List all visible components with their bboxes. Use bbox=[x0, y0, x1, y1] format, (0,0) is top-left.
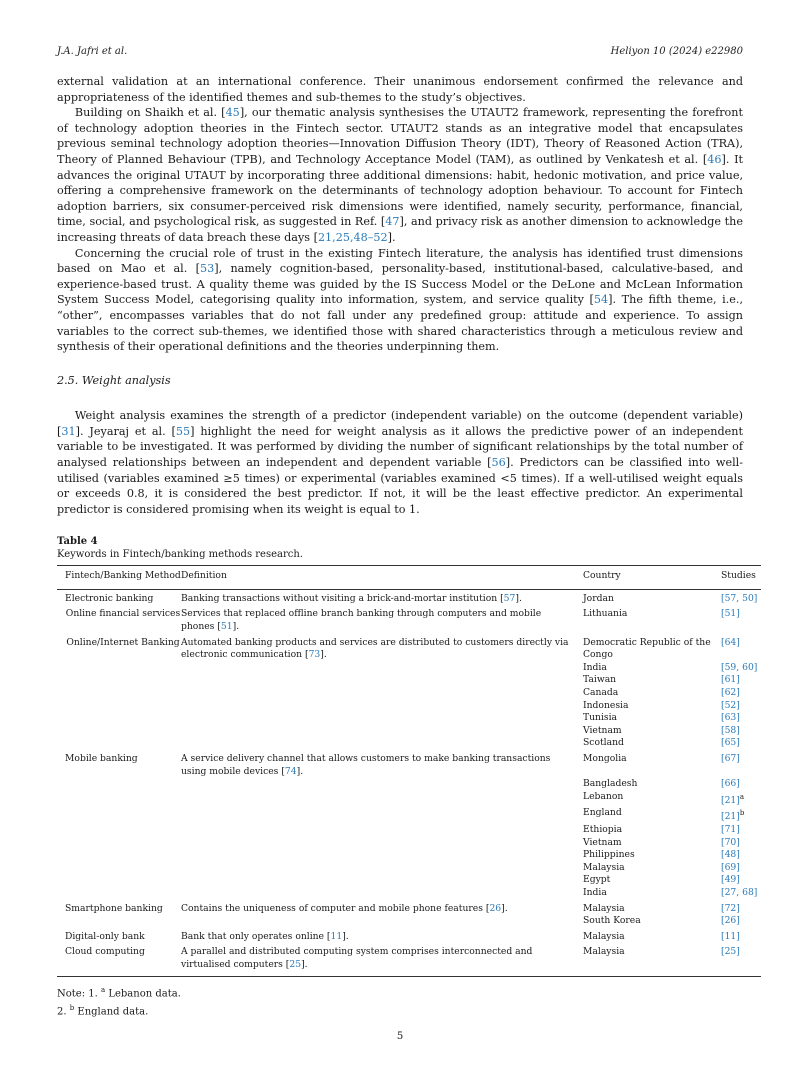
cell-studies[interactable]: [59, 60] bbox=[721, 661, 758, 673]
table-row bbox=[57, 589, 761, 605]
cell-method bbox=[57, 915, 181, 928]
cell-method bbox=[57, 887, 181, 900]
paragraph-2: Building on Shaikh et al. [45], our thematic analysis synthesises the UTAUT2 framework, representing the forefront of technology adoption theories in the Fintech sector. UTAUT2 stands as an integrative model that encapsulates previous seminal technology adoption theories—Innovation Diffusion Theory (IDT), Theory of Reasoned Action (TRA), Theory of Planned Behaviour (TPB), and Technology Acceptance Model (TAM), as outlined by Venkatesh et al. [46]. It advances the original UTAUT by incorporating three additional dimensions: habit, hedonic motivation, and price value, offering a comprehensive framework on the determinants of technology adoption behaviour. To account for Fintech adoption barriers, six consumer-perceived risk dimensions were identified, namely security, performance, financial, time, social, and psychological risk, as suggested in Ref. [47], and privacy risk as another dimension to acknowledge the increasing threats of data breach these days [21,25,48–52]. bbox=[57, 106, 743, 244]
cell-definition: Banking transactions without visiting a brick-and-mortar institution [57]. bbox=[181, 592, 522, 604]
cell-studies[interactable]: $[21]^b$ bbox=[721, 809, 745, 823]
table-row bbox=[57, 634, 761, 662]
cell-definition bbox=[181, 778, 583, 791]
table-row bbox=[57, 943, 761, 976]
cell-method bbox=[57, 849, 181, 862]
cell-method bbox=[57, 700, 181, 713]
note-1: Note: 1. $^a$ Lebanon data. bbox=[57, 985, 181, 999]
cell-studies[interactable]: [71] bbox=[721, 824, 740, 835]
cell-definition: Automated banking products and services are distributed to customers directly via electronic communication [73]. bbox=[181, 636, 569, 661]
cell-method bbox=[57, 837, 181, 850]
table-row bbox=[57, 712, 761, 725]
cell-studies[interactable]: [63] bbox=[721, 712, 740, 724]
cell-method: Cloud computing bbox=[57, 943, 181, 976]
cell-country: Bangladesh bbox=[583, 778, 638, 790]
cell-definition: Contains the uniqueness of computer and mobile phone features [26]. bbox=[181, 902, 508, 914]
cell-studies[interactable]: [49] bbox=[721, 874, 740, 886]
col-header-definition: Definition bbox=[181, 566, 583, 590]
cell-country: South Korea bbox=[583, 915, 641, 927]
cell-method bbox=[57, 778, 181, 791]
cell-country: Lebanon bbox=[583, 790, 624, 802]
citation-link[interactable]: 11 bbox=[330, 930, 343, 942]
citation-link[interactable]: 21,25,48–52 bbox=[317, 230, 388, 244]
table-notes bbox=[57, 983, 743, 1020]
cell-country: Malaysia bbox=[583, 902, 625, 914]
table-row bbox=[57, 824, 761, 837]
table-row bbox=[57, 915, 761, 928]
methods-table bbox=[57, 565, 761, 976]
cell-studies[interactable]: [67] bbox=[721, 752, 740, 764]
cell-definition: A parallel and distributed computing system comprises interconnected and virtualised computers [25]. bbox=[181, 943, 583, 976]
cell-studies[interactable]: [62] bbox=[721, 686, 740, 698]
cell-country: Malaysia bbox=[583, 943, 721, 976]
cell-country: Lithuania bbox=[583, 608, 628, 620]
cell-country: Egypt bbox=[583, 874, 611, 886]
table-label: Table 4 bbox=[57, 536, 98, 547]
cell-method: Electronic banking bbox=[65, 592, 154, 604]
paragraph-4: Weight analysis examines the strength of a predictor (independent variable) on the outcome (dependent variable) [31]. Jeyaraj et al. [55] highlight the need for weight analysis as it allows the predictive power of an independent variable to be investigated. It was performed by dividing the number of significant relationships by the total number of analysed relationships between an independent and dependent variable [56]. Predictors can be classified into well-utilised (variables examined ≥5 times) or experimental (variables examined <5 times). If a well-utilised weight equals or exceeds 0.8, it is considered the best predictor. If not, it will be the least effective predictor. An experimental predictor is considered promising when its weight is equal to 1. bbox=[57, 409, 744, 516]
cell-country: Mongolia bbox=[583, 752, 627, 764]
cell-country: India bbox=[583, 886, 607, 898]
cell-studies[interactable]: [64] bbox=[721, 636, 740, 648]
cell-definition bbox=[181, 712, 583, 725]
cell-method bbox=[57, 862, 181, 875]
table-caption: Keywords in Fintech/banking methods research. bbox=[57, 548, 303, 560]
table-row bbox=[57, 837, 761, 850]
paragraph-3: Concerning the crucial role of trust in the existing Fintech literature, the analysis has identified trust dimensions based on Mao et al. [53], namely cognition-based, personality-based, institutional-based, calculative-based, and experience-based trust. A quality theme was guided by the IS Success Model or the DeLone and McLean Information System Success Model, categorising quality into information, system, and service quality [54]. The fifth theme, i.e., “other”, encompasses variables that do not fall under any predefined group: attitude and experience. To assign variables to the correct sub-themes, we identified those with shared characteristics through a meticulous review and synthesis of their operational definitions and the theories underpinning them. bbox=[57, 246, 743, 354]
cell-definition bbox=[181, 837, 583, 850]
cell-studies[interactable]: [27, 68] bbox=[721, 886, 758, 898]
cell-method bbox=[57, 737, 181, 750]
cell-definition: A service delivery channel that allows customers to make banking transactions using mobile devices [74]. bbox=[181, 752, 551, 777]
cell-country: Vietnam bbox=[583, 836, 622, 848]
citation-link[interactable]: 74 bbox=[284, 765, 297, 777]
cell-method bbox=[57, 674, 181, 687]
cell-studies[interactable]: [69] bbox=[721, 861, 740, 873]
citation-link[interactable]: 53 bbox=[199, 262, 215, 276]
cell-method bbox=[57, 807, 181, 824]
cell-method bbox=[57, 687, 181, 700]
citation-link[interactable]: 46 bbox=[707, 152, 722, 166]
cell-definition bbox=[181, 807, 583, 824]
cell-studies[interactable]: [70] bbox=[721, 836, 740, 848]
table-row bbox=[57, 737, 761, 750]
paragraph-1: external validation at an international conference. Their unanimous endorsement confirmed the relevance and appropriateness of the identified themes and sub-themes to the study’s objectives. bbox=[57, 75, 743, 104]
table-body bbox=[57, 589, 761, 976]
cell-method bbox=[57, 824, 181, 837]
page-number: 5 bbox=[396, 1031, 404, 1042]
citation-link[interactable]: 26 bbox=[489, 902, 502, 914]
section-heading: 2.5. Weight analysis bbox=[57, 373, 171, 387]
cell-studies[interactable]: [66] bbox=[721, 778, 740, 790]
cell-studies[interactable]: [51] bbox=[721, 608, 740, 620]
cell-method bbox=[57, 725, 181, 738]
table-row bbox=[57, 700, 761, 713]
citation-link[interactable]: 51 bbox=[220, 620, 233, 632]
citation-link[interactable]: 54 bbox=[593, 293, 609, 307]
cell-studies[interactable]: [61] bbox=[721, 674, 740, 686]
cell-definition bbox=[181, 662, 583, 675]
cell-definition bbox=[181, 725, 583, 738]
cell-country: Vietnam bbox=[583, 724, 622, 736]
cell-method bbox=[57, 712, 181, 725]
cell-method bbox=[57, 791, 181, 808]
citation-link[interactable]: 57 bbox=[503, 592, 516, 604]
table-header-row bbox=[57, 566, 761, 590]
col-header-country: Country bbox=[583, 566, 721, 590]
citation-link[interactable]: 47 bbox=[385, 215, 400, 229]
cell-definition bbox=[181, 887, 583, 900]
cell-studies[interactable]: [72] bbox=[721, 902, 740, 914]
running-header-authors: J.A. Jafri et al. bbox=[57, 46, 128, 57]
cell-definition: Bank that only operates online [11]. bbox=[181, 930, 349, 942]
cell-studies[interactable]: [26] bbox=[721, 915, 740, 927]
cell-country: Malaysia bbox=[583, 930, 625, 942]
cell-studies[interactable]: [52] bbox=[721, 699, 740, 711]
table-row bbox=[57, 725, 761, 738]
cell-country: Taiwan bbox=[583, 674, 617, 686]
cell-studies[interactable]: [48] bbox=[721, 849, 740, 861]
cell-country: Ethiopia bbox=[583, 824, 623, 835]
citation-link[interactable]: 56 bbox=[491, 456, 506, 470]
cell-method: Online financial services bbox=[65, 608, 181, 620]
cell-country: Scotland bbox=[583, 737, 624, 749]
cell-studies[interactable]: [25] bbox=[721, 943, 761, 976]
cell-definition: Services that replaced offline branch banking through computers and mobile phones [51]. bbox=[181, 608, 542, 632]
cell-country: Malaysia bbox=[583, 861, 625, 873]
table-row bbox=[57, 928, 761, 944]
cell-definition bbox=[181, 849, 583, 862]
cell-method: Digital-only bank bbox=[65, 930, 145, 942]
table-row bbox=[57, 887, 761, 900]
citation-link[interactable]: 45 bbox=[225, 106, 240, 120]
table-row bbox=[57, 791, 761, 808]
cell-method bbox=[57, 874, 181, 887]
cell-method bbox=[57, 662, 181, 675]
table-row bbox=[57, 874, 761, 887]
table-row bbox=[57, 662, 761, 675]
cell-country: India bbox=[583, 661, 607, 673]
cell-country: England bbox=[583, 807, 622, 819]
body-text bbox=[57, 74, 743, 517]
cell-method: Mobile banking bbox=[65, 752, 138, 764]
cell-country: Tunisia bbox=[583, 712, 618, 724]
cell-country: Democratic Republic of the Congo bbox=[583, 636, 711, 661]
cell-definition bbox=[181, 874, 583, 887]
note-2: 2. $^b$ England data. bbox=[57, 1003, 149, 1018]
cell-method: Smartphone banking bbox=[65, 902, 163, 914]
table-row bbox=[57, 778, 761, 791]
table-4 bbox=[57, 536, 758, 1019]
table-row bbox=[57, 862, 761, 875]
cell-method: Online/Internet Banking bbox=[66, 636, 180, 648]
table-row bbox=[57, 605, 761, 633]
col-header-method: Fintech/Banking Method bbox=[57, 566, 181, 590]
cell-definition bbox=[181, 687, 583, 700]
table-row bbox=[57, 750, 761, 778]
cell-definition bbox=[181, 791, 583, 808]
cell-studies[interactable]: [57, 50] bbox=[721, 592, 758, 604]
cell-country: Indonesia bbox=[583, 699, 629, 711]
citation-link[interactable]: 73 bbox=[308, 649, 321, 661]
table-row bbox=[57, 674, 761, 687]
cell-country: Jordan bbox=[583, 592, 614, 604]
cell-studies[interactable]: [11] bbox=[721, 930, 740, 942]
cell-studies[interactable]: [65] bbox=[721, 737, 740, 749]
citation-link[interactable]: 31 bbox=[61, 424, 76, 438]
cell-definition bbox=[181, 674, 583, 687]
cell-definition bbox=[181, 862, 583, 875]
cell-definition bbox=[181, 700, 583, 713]
cell-studies[interactable]: $[21]^a$ bbox=[721, 792, 745, 806]
cell-definition bbox=[181, 824, 583, 837]
table-row bbox=[57, 849, 761, 862]
cell-definition bbox=[181, 737, 583, 750]
col-header-studies: Studies bbox=[721, 566, 761, 590]
table-row bbox=[57, 687, 761, 700]
cell-country: Canada bbox=[583, 686, 619, 698]
cell-studies[interactable]: [58] bbox=[721, 724, 740, 736]
table-row bbox=[57, 807, 761, 824]
cell-country: Philippines bbox=[583, 849, 635, 861]
running-header-journal: Heliyon 10 (2024) e22980 bbox=[610, 46, 743, 57]
cell-definition bbox=[181, 915, 583, 928]
citation-link[interactable]: 25 bbox=[289, 958, 302, 970]
table-row bbox=[57, 900, 761, 916]
citation-link[interactable]: 55 bbox=[175, 424, 191, 438]
